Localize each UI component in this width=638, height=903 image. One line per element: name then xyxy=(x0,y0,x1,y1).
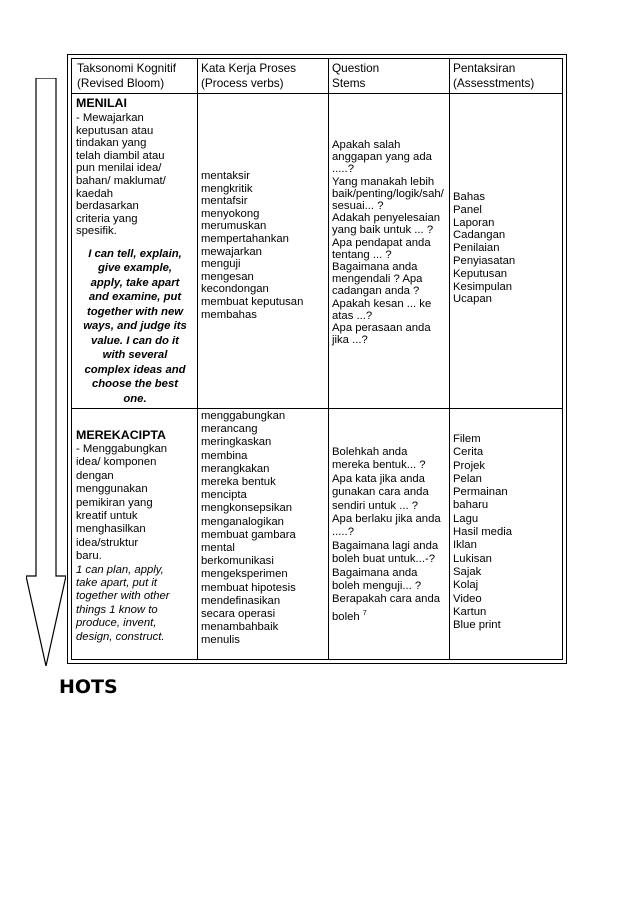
stem-line: atas ...? xyxy=(332,309,373,322)
row-divider xyxy=(71,408,563,409)
verb-item: mentaksir xyxy=(201,170,250,182)
row2-taxonomy-cell xyxy=(76,428,196,644)
verb-item: mengesan xyxy=(201,270,254,283)
stem-line: Apa kata jika anda xyxy=(332,472,425,485)
header-cell-stems xyxy=(332,61,379,91)
stem-line: Berapakah cara anda xyxy=(332,593,441,606)
assessment-item: Kartun xyxy=(453,605,487,618)
description-line: kreatif untuk xyxy=(76,510,138,523)
stem-line: .....? xyxy=(332,526,354,539)
verb-item: mengkritik xyxy=(201,182,253,195)
header-cell-assessments xyxy=(453,61,534,91)
stem-line: Bolehkah anda xyxy=(332,446,408,458)
description-line: idea/ komponen xyxy=(76,456,157,469)
description-line: tindakan yang xyxy=(76,137,147,150)
header-line: Taksonomi Kognitif xyxy=(77,61,177,75)
stem-line: tentang ... ? xyxy=(332,248,392,261)
assessment-item: Blue print xyxy=(453,619,501,632)
row2-title: MEREKACIPTA xyxy=(76,428,166,442)
verb-item: mentafsir xyxy=(201,195,248,208)
row1-title: MENILAI xyxy=(76,96,127,110)
column-divider xyxy=(328,58,329,660)
stem-line: Bagaimana anda xyxy=(332,566,418,579)
stem-line: Bagaimana lagi anda xyxy=(332,539,439,552)
statement-line: choose the best xyxy=(91,378,178,391)
stem-line: Bagaimana anda xyxy=(332,261,418,274)
assessment-item: Kolaj xyxy=(453,579,479,592)
down-arrow-icon xyxy=(26,78,66,666)
description-line: pun menilai idea/ xyxy=(76,162,162,175)
statement-line: apply, take apart xyxy=(90,276,180,289)
verb-item: menguji xyxy=(201,258,241,271)
description-line: idea/struktur xyxy=(76,536,139,549)
header-line: Stems xyxy=(332,76,366,90)
stem-line: mereka bentuk... ? xyxy=(332,459,426,472)
statement-line: together with new xyxy=(86,305,184,318)
verb-item: menggabungkan xyxy=(201,410,286,422)
assessment-item: baharu xyxy=(453,499,489,512)
assessment-item: Cerita xyxy=(453,446,484,459)
stem-line: Apa perasaan anda xyxy=(332,322,431,335)
description-line: - Menggabungkan xyxy=(76,443,168,455)
assessment-item: Bahas xyxy=(453,191,486,203)
stem-line: Apakah kesan ... ke xyxy=(332,297,432,310)
header-divider xyxy=(71,93,563,94)
stem-line: .....? xyxy=(332,163,354,176)
row1-stems xyxy=(332,139,444,346)
verb-item: mencipta xyxy=(201,489,247,502)
verb-item: membuat keputusan xyxy=(201,295,304,308)
verb-item: merangkakan xyxy=(201,462,270,475)
statement-line: together with other xyxy=(76,590,170,603)
verb-item: mereka bentuk xyxy=(201,476,276,489)
row2-verbs xyxy=(201,410,296,648)
row2-assessments xyxy=(453,433,512,632)
hots-label: HOTS xyxy=(59,676,118,698)
stem-line: baik/penting/logik/sah/ xyxy=(332,187,444,200)
assessment-item: Ucapan xyxy=(453,293,492,306)
verb-item: merumuskan xyxy=(201,220,267,233)
stem-line: sesuai... ? xyxy=(332,200,384,213)
header-line: Kata Kerja Proses xyxy=(201,61,297,75)
description-line: dengan xyxy=(76,469,114,482)
statement-line: 1 can plan, apply, xyxy=(76,563,164,576)
verb-item: mewajarkan xyxy=(201,245,262,258)
statement-line: value. I can do it xyxy=(91,334,179,347)
stem-line: Apakah salah xyxy=(332,139,401,151)
statement-line: with several xyxy=(102,349,168,362)
row1-verbs xyxy=(201,170,303,321)
verb-item: mental xyxy=(201,542,235,555)
description-line: telah diambil atau xyxy=(76,149,165,162)
stem-line: Apa pendapat anda xyxy=(332,236,431,249)
verb-item: kecondongan xyxy=(201,283,269,296)
assessment-item: Iklan xyxy=(453,539,477,552)
stem-line: sendiri untuk ... ? xyxy=(332,499,419,512)
assessment-item: Keputusan xyxy=(453,267,508,280)
verb-item: membuat gambara xyxy=(201,528,296,541)
description-line: menghasilkan xyxy=(76,523,146,536)
description-line: kaedah xyxy=(76,187,114,200)
statement-line: produce, invent, xyxy=(76,617,157,630)
description-line: spesifik. xyxy=(76,225,117,238)
description-line: bahan/ maklumat/ xyxy=(76,174,166,187)
statement-line: things 1 know to xyxy=(76,603,158,616)
verb-item: mendefinasikan xyxy=(201,594,281,607)
description-line: menggunakan xyxy=(76,483,148,496)
row2-statement xyxy=(76,564,196,644)
statement-line: give example, xyxy=(97,262,173,275)
stem-line: boleh buat untuk...-? xyxy=(332,553,436,566)
column-divider xyxy=(449,58,450,660)
header-cell-taksonomi xyxy=(77,61,176,91)
column-divider xyxy=(197,58,198,660)
description-line: criteria yang xyxy=(76,212,138,225)
description-line: pemikiran yang xyxy=(76,496,153,509)
row1-statement xyxy=(76,247,194,407)
row2-stems xyxy=(332,446,441,624)
verb-item: membina xyxy=(201,449,248,462)
header-line: (Assesstments) xyxy=(453,76,535,90)
row1-assessments xyxy=(453,191,515,306)
verb-item: menambahbaik xyxy=(201,621,279,634)
verb-item: membahas xyxy=(201,308,257,321)
stem-line: anggapan yang ada xyxy=(332,151,432,164)
header-line: Pentaksiran xyxy=(453,61,516,75)
footnote-marker: 7 xyxy=(362,609,367,617)
assessment-item: Permainan xyxy=(453,486,508,499)
header-line: (Process verbs) xyxy=(201,76,284,90)
verb-item: mengkonsepsikan xyxy=(201,502,293,515)
verb-item: meringkaskan xyxy=(201,436,272,449)
assessment-item: Lukisan xyxy=(453,552,492,565)
statement-line: design, construct. xyxy=(76,630,165,643)
assessment-item: Cadangan xyxy=(453,229,506,242)
row2-stem-last-line xyxy=(332,607,441,624)
verb-item: menganalogikan xyxy=(201,515,284,528)
assessment-item: Sajak xyxy=(453,565,482,578)
verb-item: berkomunikasi xyxy=(201,555,274,568)
statement-line: complex ideas and xyxy=(84,363,186,376)
description-line: baru. xyxy=(76,550,102,563)
assessment-item: Lagu xyxy=(453,512,479,525)
statement-line: I can tell, explain, xyxy=(88,247,182,260)
assessment-item: Video xyxy=(453,592,482,605)
stem-line: gunakan cara anda xyxy=(332,486,429,499)
row2-description xyxy=(76,443,196,564)
row1-taxonomy-cell xyxy=(76,96,196,406)
verb-item: membuat hipotesis xyxy=(201,581,296,594)
stem-line: Adakah penyelesaian xyxy=(332,212,441,225)
assessment-item: Penyiasatan xyxy=(453,254,516,267)
stem-line: mengendali ? Apa xyxy=(332,273,423,286)
statement-line: take apart, put it xyxy=(76,577,158,590)
verb-item: menyokong xyxy=(201,207,260,220)
stem-line: cadangan anda ? xyxy=(332,285,420,298)
stem-line: Apa berlaku jika anda xyxy=(332,513,441,526)
description-line: - Mewajarkan xyxy=(76,112,144,124)
stem-line: boleh menguji... ? xyxy=(332,580,422,593)
verb-item: mempertahankan xyxy=(201,232,289,245)
stem-line: yang baik untuk ... ? xyxy=(332,224,434,237)
description-line: keputusan atau xyxy=(76,124,154,137)
assessment-item: Projek xyxy=(453,459,486,472)
assessment-item: Penilaian xyxy=(453,242,500,255)
verb-item: merancang xyxy=(201,423,258,436)
verb-item: mengeksperimen xyxy=(201,568,288,581)
header-line: (Revised Bloom) xyxy=(77,76,165,90)
row1-description xyxy=(76,112,196,238)
description-line: berdasarkan xyxy=(76,200,139,213)
assessment-item: Filem xyxy=(453,433,481,445)
assessment-item: Laporan xyxy=(453,216,495,229)
assessment-item: Pelan xyxy=(453,472,482,485)
header-cell-verbs xyxy=(201,61,296,91)
header-line: Question xyxy=(332,61,380,75)
stem-line: Yang manakah lebih xyxy=(332,175,435,188)
assessment-item: Kesimpulan xyxy=(453,280,513,293)
assessment-item: Panel xyxy=(453,203,482,216)
assessment-item: Hasil media xyxy=(453,526,513,539)
statement-line: one. xyxy=(123,392,147,405)
verb-item: secara operasi xyxy=(201,608,276,621)
statement-line: ways, and judge its xyxy=(83,320,187,333)
stem-line: boleh xyxy=(332,610,360,623)
statement-line: and examine, put xyxy=(88,291,182,304)
stem-line: jika ...? xyxy=(332,334,368,347)
verb-item: menulis xyxy=(201,634,240,647)
